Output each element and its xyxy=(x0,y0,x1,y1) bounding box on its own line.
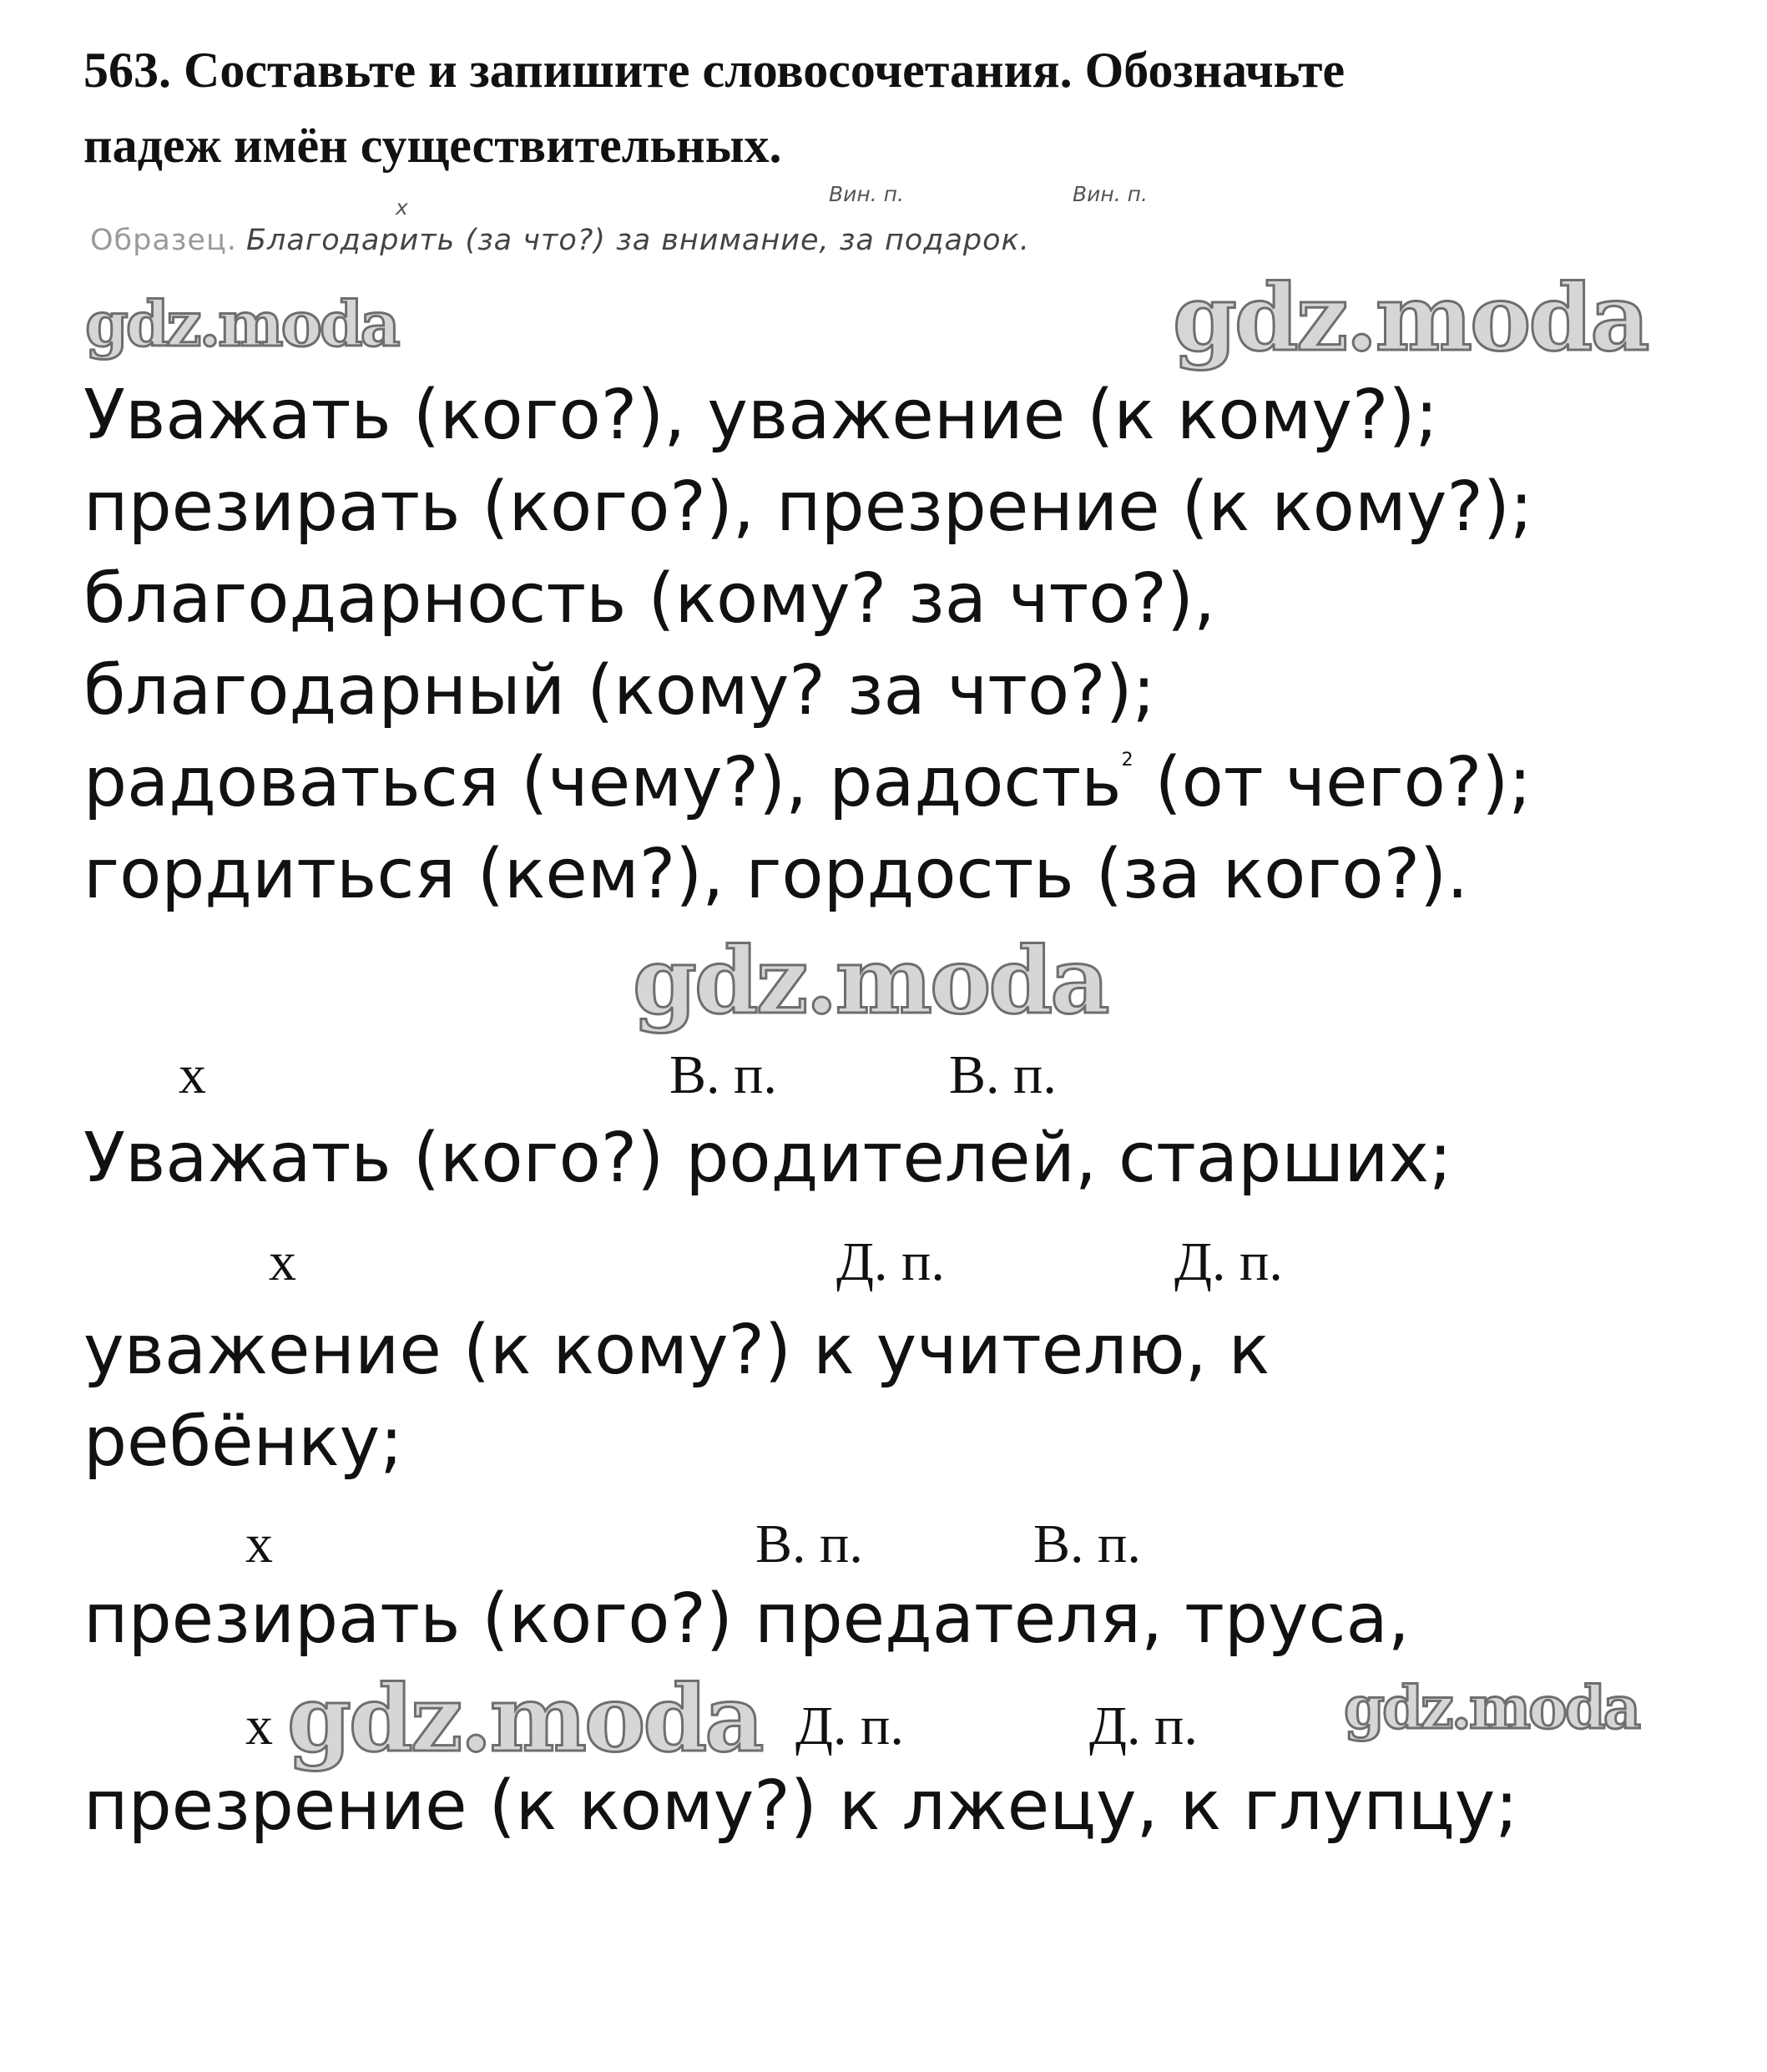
sample-label: Образец. xyxy=(90,224,237,257)
question-line-3: благодарность (кому? за что?), xyxy=(83,559,1216,639)
watermark-logo: gdz.moda xyxy=(85,289,398,361)
question-line-5 xyxy=(83,743,1532,822)
answer-2-text: уважение (к кому?) к учителю, к xyxy=(83,1311,1270,1390)
answer-3-case-2: В. п. xyxy=(1033,1514,1141,1574)
question-line-1: Уважать (кого?), уважение (к кому?); xyxy=(83,376,1439,455)
answer-2-x-mark: x xyxy=(269,1231,296,1292)
answer-2-text-cont: ребёнку; xyxy=(83,1402,403,1482)
answer-1-case-2: В. п. xyxy=(949,1044,1057,1105)
answer-1-x-mark: x xyxy=(179,1044,206,1105)
answer-2-case-1: Д. п. xyxy=(836,1231,945,1292)
answer-2-case-2: Д. п. xyxy=(1174,1231,1283,1292)
answer-3-x-mark: x xyxy=(245,1514,273,1574)
sample-case-label-1: Вин. п. xyxy=(829,182,904,206)
question-line-4: благодарный (кому? за что?); xyxy=(83,651,1156,730)
answer-3-text: презирать (кого?) предателя, труса, xyxy=(83,1579,1410,1659)
question-line-5-text: радоваться (чему?), радость xyxy=(83,743,1122,822)
watermark-logo: gdz.moda xyxy=(287,1665,762,1772)
watermark-logo: gdz.moda xyxy=(1344,1673,1639,1742)
task-heading-line1: 563. Составьте и запишите словосочетания. Обозначьте xyxy=(83,43,1345,98)
answer-4-case-1: Д. п. xyxy=(795,1696,904,1756)
question-line-5-tail: (от чего?); xyxy=(1154,743,1532,822)
question-line-6: гордиться (кем?), гордость (за кого?). xyxy=(83,835,1469,914)
footnote-mark: 2 xyxy=(1121,750,1133,771)
answer-4-x-mark: x xyxy=(245,1696,273,1756)
question-line-2: презирать (кого?), презрение (к кому?); xyxy=(83,467,1533,547)
watermark-logo: gdz.moda xyxy=(1173,264,1648,371)
answer-1-text: Уважать (кого?) родителей, старших; xyxy=(83,1119,1452,1198)
sample-case-label-2: Вин. п. xyxy=(1073,182,1148,206)
sample-line xyxy=(90,224,1030,257)
answer-3-case-1: В. п. xyxy=(755,1514,863,1574)
task-heading-line2: падеж имён существительных. xyxy=(83,118,782,173)
sample-text: Благодарить (за что?) за внимание, за подарок. xyxy=(246,224,1030,257)
answer-1-case-1: В. п. xyxy=(669,1044,777,1105)
watermark-logo: gdz.moda xyxy=(633,927,1108,1034)
answer-4-case-2: Д. п. xyxy=(1089,1696,1198,1756)
sample-x-mark: x xyxy=(396,195,408,220)
answer-4-text: презрение (к кому?) к лжецу, к глупцу; xyxy=(83,1766,1518,1846)
